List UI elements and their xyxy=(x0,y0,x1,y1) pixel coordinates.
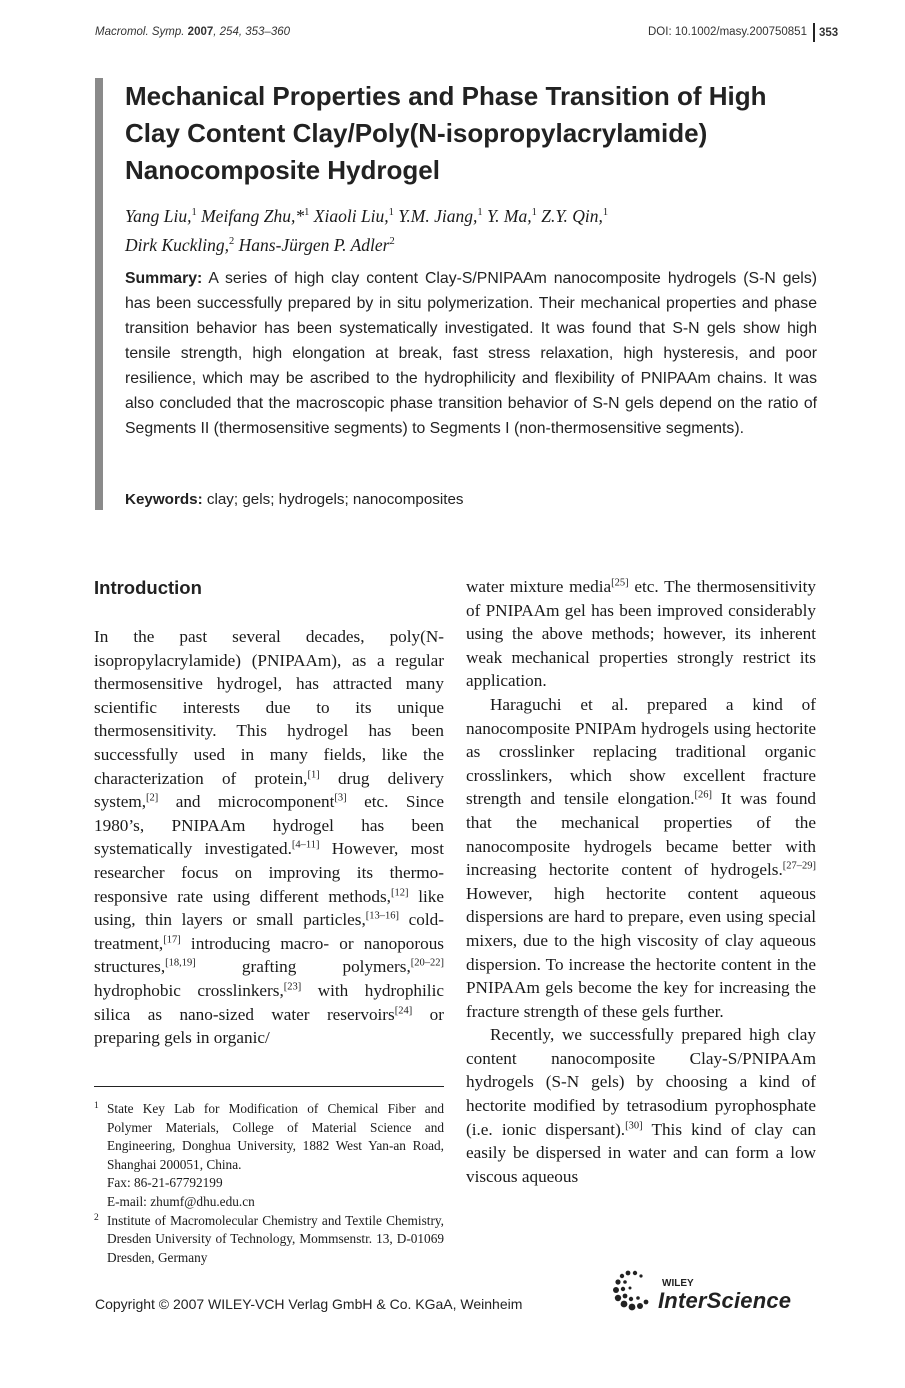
right-column xyxy=(466,575,816,1188)
footnote-1: 1 State Key Lab for Modification of Chemical Fiber and Polymer Materials, College of Material Science and Engineering, Donghua University, 1882 West Yan-an Road, Shanghai 200051, China. Fax: 86-21-67792199 E-mail: zhumf@dhu.edu.cn xyxy=(94,1101,444,1209)
globe-swirl-icon xyxy=(610,1268,660,1318)
logo-wiley-text: WILEY xyxy=(662,1278,694,1289)
copyright-notice: Copyright © 2007 WILEY-VCH Verlag GmbH & Co. KGaA, Weinheim xyxy=(95,1296,523,1312)
author-list: Yang Liu,$^1$ Meifang Zhu,*$^1$ Xiaoli Liu,$^1$ Y.M. Jiang,$^1$ Y. Ma,$^1$ Z.Y. Qin,$^1$ Dirk Kuckling,$^2$ Hans-Jürgen P. Adler$^2$ xyxy=(125,205,609,255)
section-heading-introduction: Introduction xyxy=(94,577,202,598)
logo-interscience-text: InterScience xyxy=(658,1288,792,1313)
keywords xyxy=(125,491,464,508)
keywords-text: clay; gels; hydrogels; nanocomposites xyxy=(206,491,464,508)
summary-text: A series of high clay content Clay-S/PNIPAAm nanocomposite hydrogels (S-N gels) has been successfully prepared by in situ polymerization. Their mechanical properties and phase transition behavior has been systematically investigated. It was found that S-N gels show high tensile strength, high elongation at break, fast stress relaxation, high hysteresis, and poor resilience, which may be ascribed to the hydrophilicity and flexibility of PNIPAAm chains. It was also concluded that the macroscopic phase transition behavior of S-N gels depend on the ratio of Segments II (thermosensitive segments) to Segments I (non-thermosensitive segments). xyxy=(125,270,817,437)
doi: DOI: 10.1002/masy.200750851 xyxy=(648,26,807,38)
running-head xyxy=(95,26,865,44)
header-divider xyxy=(813,23,815,42)
journal-citation: Macromol. Symp. 2007, 254, 353–360 xyxy=(95,26,291,38)
abstract-block xyxy=(95,78,820,510)
intro-paragraph-1-continued: water mixture media[25] etc. The thermosensitivity of PNIPAAm gel has been improved considerably using the above methods; however, its inherent weak mechanical properties strongly restrict its application. xyxy=(466,577,816,691)
wiley-interscience-logo xyxy=(610,1268,825,1318)
abstract-side-bar xyxy=(95,78,103,510)
intro-paragraph-1: In the past several decades, poly(N-isopropylacrylamide) (PNIPAAm), as a regular thermosensitive hydrogel, has attracted many scientific interests due to its unique thermosensitivity. This hydrogel has been successfully used in many fields, like the characterization of protein,[1] drug delivery system,[2] and microcomponent[3] etc. Since 1980’s, PNIPAAm hydrogel has been systematically investigated.[4–11] However, most researcher focus on improving its thermo-responsive rate using different methods,[12] like using, thin layers or small particles,[13–16] cold-treatment,[17] introducing macro- or nanoporous structures,[18,19] grafting polymers,[20–22] hydrophobic crosslinkers,[23] with hydrophilic silica as nano-sized water reservoirs[24] or preparing gels in organic/ xyxy=(94,627,445,1048)
summary xyxy=(125,266,817,441)
intro-paragraph-3: Recently, we successfully prepared high clay content nanocomposite Clay-S/PNIPAAm hydrogels (S-N gels) by choosing a kind of hectorite modified by tetrasodium pyrophosphate (i.e. ionic dispersant).[30] This kind of clay can easily be dispersed in water and can form a low viscous aqueous xyxy=(466,1025,816,1186)
footnotes xyxy=(94,1100,444,1267)
intro-paragraph-2: Haraguchi et al. prepared a kind of nanocomposite PNIPAm hydrogels using hectorite as crosslinker replacing traditional organic crosslinkers, which show excellent fracture strength and tensile elongation.[26] It was found that the mechanical properties of the nanocomposite hydrogels became better with increasing hectorite content of hydrogels.[27–29] However, high hectorite content aqueous dispersions are hard to prepare, even using special mixers, due to the high viscosity of clay aqueous dispersion. To increase the hectorite content in the PNIPAAm gels become the key for increasing the fracture strength of these gels further. xyxy=(466,694,817,1021)
article-title: Mechanical Properties and Phase Transition of High Clay Content Clay/Poly(N-isopropylacrylamide) Nanocomposite Hydrogel xyxy=(125,81,767,185)
keywords-label: Keywords: xyxy=(125,491,203,508)
footnote-2: 2 Institute of Macromolecular Chemistry and Textile Chemistry, Dresden University of Technology, Mommsenstr. 13, D-01069 Dresden, Germany xyxy=(94,1212,444,1265)
left-column xyxy=(94,575,444,1050)
footnote-rule xyxy=(94,1086,444,1087)
page-number: 353 xyxy=(819,27,839,39)
summary-label: Summary: xyxy=(125,270,203,287)
